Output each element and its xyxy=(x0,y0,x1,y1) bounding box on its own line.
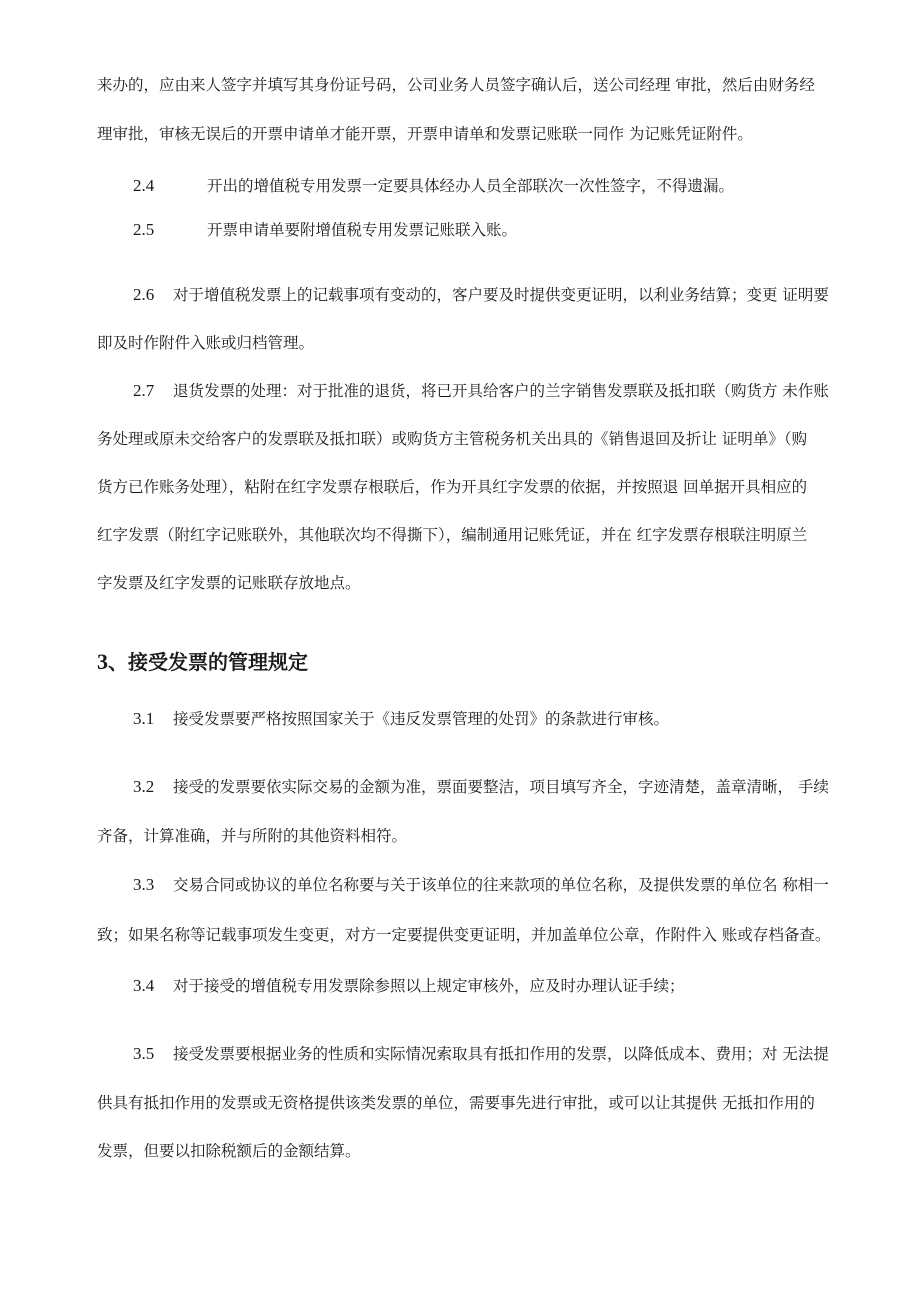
para-2-6-text-1: 对于增值税发票上的记载事项有变动的，客户要及时提供变更证明，以利业务结算；变更 证明要 xyxy=(173,286,829,304)
para-2-7-text-1: 退货发票的处理：对于批准的退货，将已开具给客户的兰字销售发票联及抵扣联（购货方 未作账 xyxy=(173,382,829,400)
para-3-5-line-3: 发票，但要以扣除税额后的金额结算。 xyxy=(97,1142,361,1160)
para-2-5 xyxy=(133,220,517,240)
para-2-4-text: 开出的增值税专用发票一定要具体经办人员全部联次一次性签字，不得遗漏。 xyxy=(207,177,735,195)
para-3-2-text-1: 接受的发票要依实际交易的金额为准，票面要整洁，项目填写齐全，字迹清楚，盖章清晰， 手续 xyxy=(173,778,829,796)
section-3-number: 3 xyxy=(97,649,108,674)
para-3-4-text: 对于接受的增值税专用发票除参照以上规定审核外，应及时办理认证手续； xyxy=(173,977,685,995)
para-2-7-line-1 xyxy=(133,381,829,401)
para-2-5-number: 2.5 xyxy=(133,220,155,239)
para-2-6-line-2: 即及时作附件入账或归档管理。 xyxy=(97,334,315,352)
para-3-1 xyxy=(133,709,669,729)
para-2-3-line-1: 来办的，应由来人签字并填写其身份证号码，公司业务人员签字确认后，送公司经理 审批，然后由财务经 xyxy=(97,76,815,94)
para-3-1-text: 接受发票要严格按照国家关于《违反发票管理的处罚》的条款进行审核。 xyxy=(173,710,670,728)
para-3-3-line-1 xyxy=(133,875,829,895)
para-3-2-number: 3.2 xyxy=(133,777,155,796)
para-3-5-number: 3.5 xyxy=(133,1044,155,1063)
para-2-7-line-3: 货方已作账务处理），粘附在红字发票存根联后，作为开具红字发票的依据，并按照退 回单据开具相应的 xyxy=(97,478,808,496)
section-3-heading xyxy=(97,649,308,675)
para-3-2-line-1 xyxy=(133,777,829,797)
para-2-5-text: 开票申请单要附增值税专用发票记账联入账。 xyxy=(207,221,518,239)
para-2-7-line-4: 红字发票（附红字记账联外，其他联次均不得撕下），编制通用记账凭证，并在 红字发票存根联注明原兰 xyxy=(97,526,808,544)
para-2-6-number: 2.6 xyxy=(133,285,155,304)
para-2-4 xyxy=(133,176,734,196)
para-3-1-number: 3.1 xyxy=(133,709,155,728)
para-2-7-line-2: 务处理或原未交给客户的发票联及抵扣联）或购货方主管税务机关出具的《销售退回及折让 证明单》（购 xyxy=(97,430,808,448)
para-2-3-line-2: 理审批，审核无误后的开票申请单才能开票，开票申请单和发票记账联一同作 为记账凭证附件。 xyxy=(97,125,753,143)
para-3-3-number: 3.3 xyxy=(133,875,155,894)
para-2-7-number: 2.7 xyxy=(133,381,155,400)
para-3-3-line-2: 致；如果名称等记载事项发生变更，对方一定要提供变更证明，并加盖单位公章，作附件入 账或存档备查。 xyxy=(97,926,831,944)
para-3-4 xyxy=(133,976,685,996)
para-3-4-number: 3.4 xyxy=(133,976,155,995)
para-3-3-text-1: 交易合同或协议的单位名称要与关于该单位的往来款项的单位名称，及提供发票的单位名 称相一 xyxy=(173,876,829,894)
para-2-7-line-5: 字发票及红字发票的记账联存放地点。 xyxy=(97,574,361,592)
para-2-6-line-1 xyxy=(133,285,829,305)
section-3-title: 、接受发票的管理规定 xyxy=(108,650,308,674)
para-3-5-text-1: 接受发票要根据业务的性质和实际情况索取具有抵扣作用的发票，以降低成本、费用；对 无法提 xyxy=(173,1045,829,1063)
para-3-2-line-2: 齐备，计算准确，并与所附的其他资料相符。 xyxy=(97,827,408,845)
para-2-4-number: 2.4 xyxy=(133,176,155,195)
para-3-5-line-1 xyxy=(133,1044,829,1064)
para-3-5-line-2: 供具有抵扣作用的发票或无资格提供该类发票的单位，需要事先进行审批，或可以让其提供 无抵扣作用的 xyxy=(97,1094,815,1112)
